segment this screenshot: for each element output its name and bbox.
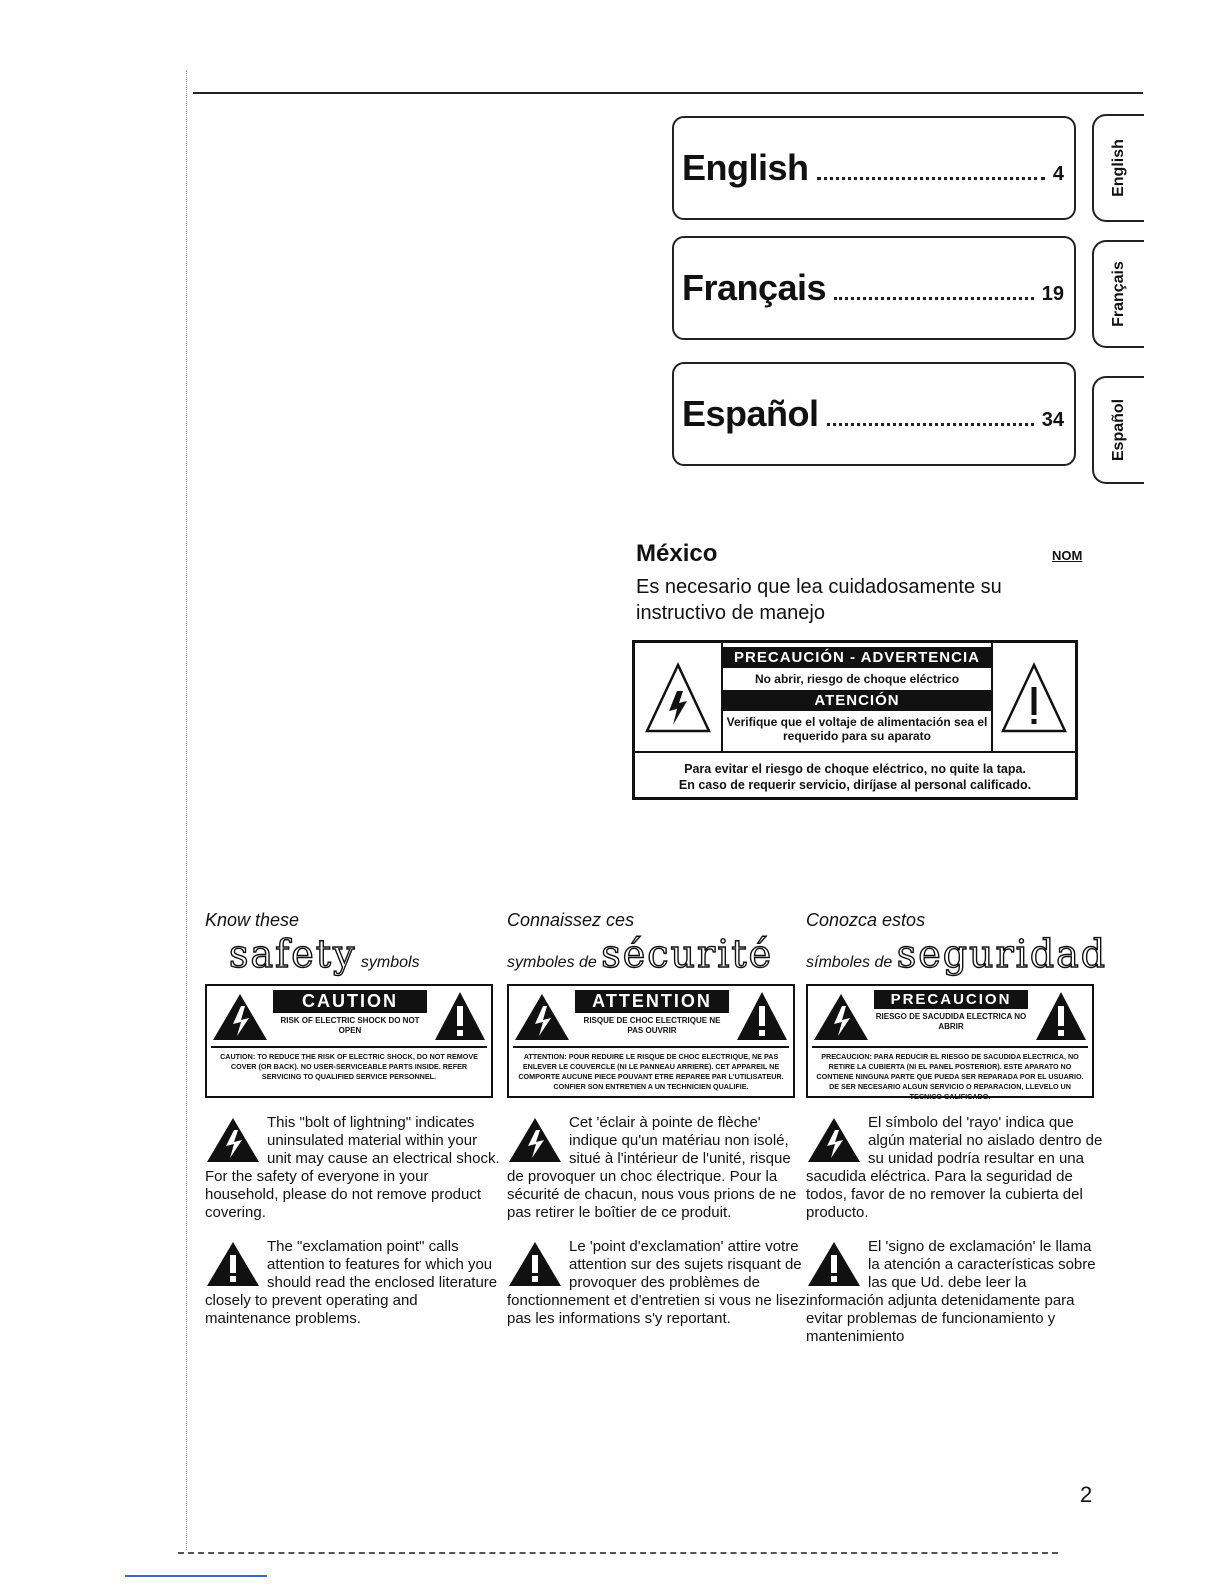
safety-column-francais	[507, 910, 807, 1328]
safety-intro: Connaissez ces	[507, 910, 635, 930]
atencion-bar: ATENCIÓN	[723, 690, 991, 711]
toc-francais[interactable]	[672, 236, 1076, 340]
label-subtitle: RISK OF ELECTRIC SHOCK DO NOT OPEN	[280, 1016, 420, 1035]
tab-english-label: English	[1110, 139, 1127, 197]
exclamation-triangle-icon	[735, 990, 789, 1042]
mexico-warning-text	[723, 643, 991, 751]
label-header	[874, 990, 1028, 1044]
mexico-warning-footer	[635, 751, 1075, 797]
label-header	[273, 990, 427, 1044]
lightning-triangle-icon	[812, 992, 870, 1042]
label-header	[575, 990, 729, 1044]
lightning-triangle-icon	[635, 643, 723, 751]
toc-english-page: 4	[1052, 162, 1064, 185]
tab-francais-label: Français	[1110, 261, 1127, 327]
verifique-text: Verifique que el voltaje de alimentación sea el requerido para su aparato	[726, 715, 988, 743]
lightning-triangle-icon	[211, 992, 269, 1042]
bolt-explanation	[507, 1114, 807, 1222]
label-body: ATTENTION: POUR REDUIRE LE RISQUE DE CHOC ELECTRIQUE, NE PAS ENLEVER LE COUVERCLE (NI LE PANNEAU ARRIERE). CET APPAREIL NE COMPORTE AUCUNE PIECE POUVANT ETRE REPAREE PAR L'UTILISATEUR. CONFIER SON ENTRETIEN A UN TECHNICIEN QUALIFIE.	[513, 1046, 789, 1092]
label-title: ATTENTION	[575, 990, 729, 1013]
tab-francais[interactable]	[1092, 240, 1144, 348]
label-body: CAUTION: TO REDUCE THE RISK OF ELECTRIC SHOCK, DO NOT REMOVE COVER (OR BACK). NO USER-SERVICEABLE PARTS INSIDE. REFER SERVICING TO QUALIFIED SERVICE PERSONNEL.	[211, 1046, 487, 1082]
toc-francais-label: Français	[682, 267, 827, 308]
exclamation-text: Le 'point d'exclamation' attire votre attention sur des sujets risquant de provoquer des problèmes de fonctionnement et d'entretien si vous ne lisez pas les informations s'y reportant.	[507, 1238, 806, 1327]
exclamation-triangle-icon	[433, 990, 487, 1042]
safety-column-english	[205, 910, 505, 1328]
page-number: 2	[1080, 1482, 1093, 1507]
safety-column-espanol	[806, 910, 1106, 1346]
safety-intro: Know these	[205, 910, 300, 930]
label-title: CAUTION	[273, 990, 427, 1013]
safety-intro: Conozca estos	[806, 910, 926, 930]
lightning-triangle-icon	[507, 1116, 563, 1164]
exclamation-explanation	[205, 1238, 505, 1328]
lightning-triangle-icon	[205, 1116, 261, 1164]
lightning-triangle-icon	[513, 992, 571, 1042]
caution-label	[205, 984, 493, 1098]
tab-english[interactable]	[1092, 114, 1144, 222]
label-subtitle: RIESGO DE SACUDIDA ELECTRICA NO ABRIR	[875, 1012, 1027, 1031]
exclamation-triangle-icon	[507, 1240, 563, 1288]
label-subtitle: RISQUE DE CHOC ELECTRIQUE NE PAS OUVRIR	[583, 1016, 721, 1035]
toc-leader-dots	[817, 177, 1045, 180]
toc-leader-dots	[827, 423, 1034, 426]
precaucion-bar: PRECAUCIÓN - ADVERTENCIA	[723, 647, 991, 668]
label-body: PRECAUCION: PARA REDUCIR EL RIESGO DE SACUDIDA ELECTRICA, NO RETIRE LA CUBIERTA (NI EL PANEL POSTERIOR). ESTE APARATO NO CONTIENE NINGUNA PARTE QUE PUEDA SER REPARADA POR EL USUARIO. DE SER NECESARIO ALGUN SERVICIO O REPARACION, LLEVELO UN TECNICO CALIFICADO.	[812, 1046, 1088, 1102]
toc-espanol-label: Español	[682, 393, 819, 434]
exclamation-text: El 'signo de exclamación' le llama la atención a características sobre las que Ud. debe leer la información adjunta detenidamente para evitar problemas de funcionamiento y mantenimiento	[806, 1238, 1096, 1345]
exclamation-text: The "exclamation point" calls attention to features for which you should read the enclosed literature closely to prevent operating and maintenance problems.	[205, 1238, 498, 1327]
bottom-blue-line	[125, 1575, 267, 1577]
exclamation-explanation	[806, 1238, 1106, 1346]
bolt-explanation	[205, 1114, 505, 1222]
safety-heading-word: safety	[229, 932, 357, 976]
tab-espanol[interactable]	[1092, 376, 1144, 484]
safety-heading-post: symbols	[360, 954, 420, 971]
safety-heading-word: seguridad	[896, 932, 1108, 976]
tab-espanol-label: Español	[1110, 398, 1127, 462]
attention-label	[507, 984, 795, 1098]
bolt-text: Cet 'éclair à pointe de flèche' indique qu'un matériau non isolé, situé à l'intérieur de l'unité, risque de provoquer un choc électrique. Pour la sécurité de chacun, nous vous prions de ne pas retirer le boîtier de ce produit.	[507, 1114, 797, 1221]
warning-footer-line-2: En caso de requerir servicio, diríjase al personal calificado.	[678, 778, 1032, 792]
toc-francais-page: 19	[1041, 282, 1064, 305]
safety-heading	[205, 932, 505, 976]
nom-badge: NOM	[1052, 548, 1083, 563]
lightning-triangle-icon	[806, 1116, 862, 1164]
precaucion-label	[806, 984, 1094, 1101]
bolt-text: El símbolo del 'rayo' indica que algún material no aislado dentro de su unidad podría resultar en una sacudida eléctrica. Para la seguridad de todos, favor de no remover la cubierta del producto.	[806, 1114, 1103, 1221]
toc-english[interactable]	[672, 116, 1076, 220]
toc-english-label: English	[682, 147, 809, 188]
safety-heading-pre: symboles de	[507, 954, 597, 971]
bolt-explanation	[806, 1114, 1106, 1222]
safety-heading	[806, 932, 1106, 976]
toc-leader-dots	[834, 297, 1034, 300]
mexico-text: Es necesario que lea cuidadosamente su instructivo de manejo	[636, 576, 1002, 624]
mexico-title: México	[636, 540, 718, 567]
toc-espanol-page: 34	[1041, 408, 1064, 431]
warning-footer-line-1: Para evitar el riesgo de choque eléctrico, no quite la tapa.	[684, 762, 1026, 776]
left-margin-dots	[186, 70, 187, 1550]
safety-heading-word: sécurité	[601, 932, 774, 976]
top-rule	[193, 92, 1143, 94]
exclamation-triangle-icon	[806, 1240, 862, 1288]
mexico-warning-label	[632, 640, 1078, 800]
bolt-text: This "bolt of lightning" indicates uninsulated material within your unit may cause an electrical shock. For the safety of everyone in your household, please do not remove product covering.	[205, 1114, 500, 1221]
toc-espanol[interactable]	[672, 362, 1076, 466]
exclamation-explanation	[507, 1238, 807, 1328]
safety-heading-pre: símboles de	[806, 954, 893, 971]
exclamation-triangle-icon	[205, 1240, 261, 1288]
bottom-rule	[178, 1552, 1058, 1554]
no-abrir-text: No abrir, riesgo de choque eléctrico	[754, 672, 960, 686]
safety-heading	[507, 932, 807, 976]
exclamation-triangle-icon	[1034, 990, 1088, 1042]
exclamation-triangle-icon	[991, 643, 1075, 751]
label-title: PRECAUCION	[874, 990, 1028, 1009]
